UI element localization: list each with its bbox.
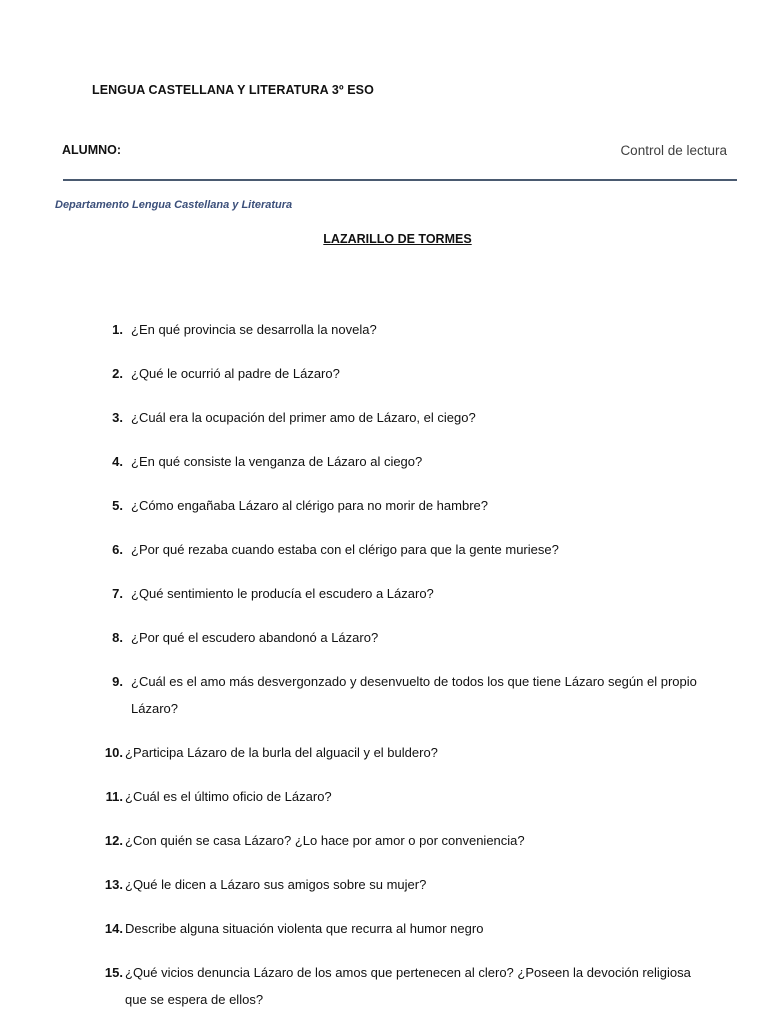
question-text: ¿Cómo engañaba Lázaro al clérigo para no morir de hambre? [131,498,488,513]
question-item [92,492,702,519]
question-text: ¿En qué consiste la venganza de Lázaro al ciego? [131,454,423,469]
question-text: ¿Qué le ocurrió al padre de Lázaro? [131,366,340,381]
work-title: LAZARILLO DE TORMES [323,232,472,246]
question-text: Describe alguna situación violenta que recurra al humor negro [125,921,484,936]
question-text: ¿Por qué rezaba cuando estaba con el clérigo para que la gente muriese? [131,542,559,557]
question-number: 5. [112,498,123,513]
question-text: ¿Participa Lázaro de la burla del alguacil y el buldero? [125,745,438,760]
question-text: ¿Con quién se casa Lázaro? ¿Lo hace por amor o por conveniencia? [125,833,525,848]
question-number: 7. [112,586,123,601]
question-item [92,783,702,810]
question-number: 1. [112,322,123,337]
question-number: 12. [104,833,123,848]
student-name-label: ALUMNO: [62,143,122,157]
question-number: 15. [104,965,123,980]
question-text: ¿En qué provincia se desarrolla la novela? [131,322,377,337]
question-number: 2. [112,366,123,381]
question-item [92,580,702,607]
question-text: ¿Qué sentimiento le producía el escudero a Lázaro? [131,586,434,601]
question-list [92,316,702,1030]
question-number: 4. [112,454,123,469]
question-item [92,448,702,475]
question-item [92,739,702,766]
control-type-label: Control de lectura [620,143,727,158]
question-item [92,360,702,387]
question-item [92,624,702,651]
question-text: ¿Qué vicios denuncia Lázaro de los amos que pertenecen al clero? ¿Poseen la devoción religiosa que se espera de ellos? [125,965,691,1007]
question-item [92,827,702,854]
question-number: 13. [104,877,123,892]
question-item [92,668,702,722]
question-item [92,316,702,343]
question-number: 10. [104,745,123,760]
question-item [92,536,702,563]
question-number: 8. [112,630,123,645]
question-number: 6. [112,542,123,557]
question-item [92,915,702,942]
question-item [92,871,702,898]
question-item [92,404,702,431]
header-divider [63,179,737,181]
question-number: 9. [112,674,123,689]
department-label: Departamento Lengua Castellana y Literatura [55,199,293,211]
question-number: 14. [104,921,123,936]
question-text: ¿Cuál es el amo más desvergonzado y desenvuelto de todos los que tiene Lázaro según el propio Lázaro? [131,674,697,716]
question-number: 11. [105,789,123,804]
question-number: 3. [112,410,123,425]
question-text: ¿Por qué el escudero abandonó a Lázaro? [131,630,379,645]
question-text: ¿Cuál era la ocupación del primer amo de Lázaro, el ciego? [131,410,476,425]
question-text: ¿Qué le dicen a Lázaro sus amigos sobre su mujer? [125,877,427,892]
course-title: LENGUA CASTELLANA Y LITERATURA 3º ESO [92,83,374,97]
question-item [92,959,702,1013]
question-text: ¿Cuál es el último oficio de Lázaro? [125,789,332,804]
